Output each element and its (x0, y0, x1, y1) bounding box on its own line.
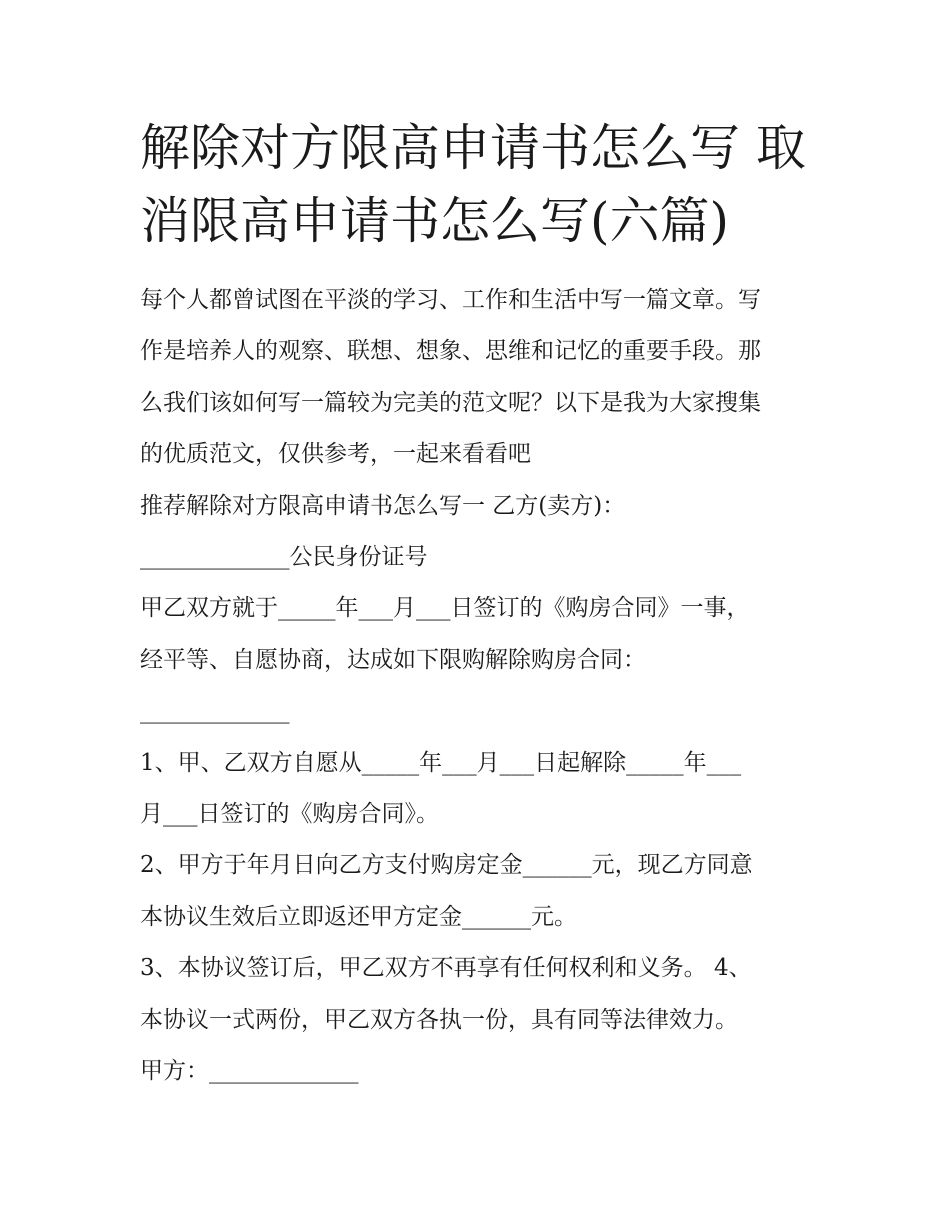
clause-2-line: 2、甲方于年月日向乙方支付购房定金______元，现乙方同意 (140, 852, 753, 879)
clause-1-line: 1、甲、乙双方自愿从_____年___月___日起解除_____年___ (140, 749, 742, 776)
blank-line: _____________ (140, 698, 290, 725)
clause-1-line: 月___日签订的《购房合同》。 (140, 801, 439, 828)
intro-line: 作是培养人的观察、联想、想象、思维和记忆的重要手段。那 (140, 338, 761, 365)
section-heading-line: 推荐解除对方限高申请书怎么写一 乙方(卖方)： (140, 492, 626, 519)
intro-line: 么我们该如何写一篇较为完美的范文呢？以下是我为大家搜集 (140, 389, 761, 416)
intro-line: 的优质范文，仅供参考，一起来看看吧 (140, 441, 531, 468)
id-number-line: _____________公民身份证号 (140, 544, 428, 571)
contract-line: 经平等、自愿协商，达成如下限购解除购房合同： (140, 646, 646, 673)
intro-line: 每个人都曾试图在平淡的学习、工作和生活中写一篇文章。写 (140, 287, 761, 313)
party-a-signature-line: 甲方：_____________ (140, 1058, 359, 1085)
document-title (140, 112, 840, 258)
clause-3-line: 3、本协议签订后，甲乙双方不再享有任何权利和义务。 4、 (140, 955, 752, 982)
clause-2-line: 本协议生效后立即返还甲方定金______元。 (140, 903, 577, 930)
clause-4-line: 本协议一式两份，甲乙双方各执一份，具有同等法律效力。 (140, 1006, 738, 1033)
contract-line: 甲乙双方就于_____年___月___日签订的《购房合同》一事， (140, 595, 750, 622)
title-line: 消限高申请书怎么写(六篇) (140, 192, 730, 250)
document-body (140, 275, 820, 1098)
title-line: 解除对方限高申请书怎么写 取 (140, 119, 806, 177)
